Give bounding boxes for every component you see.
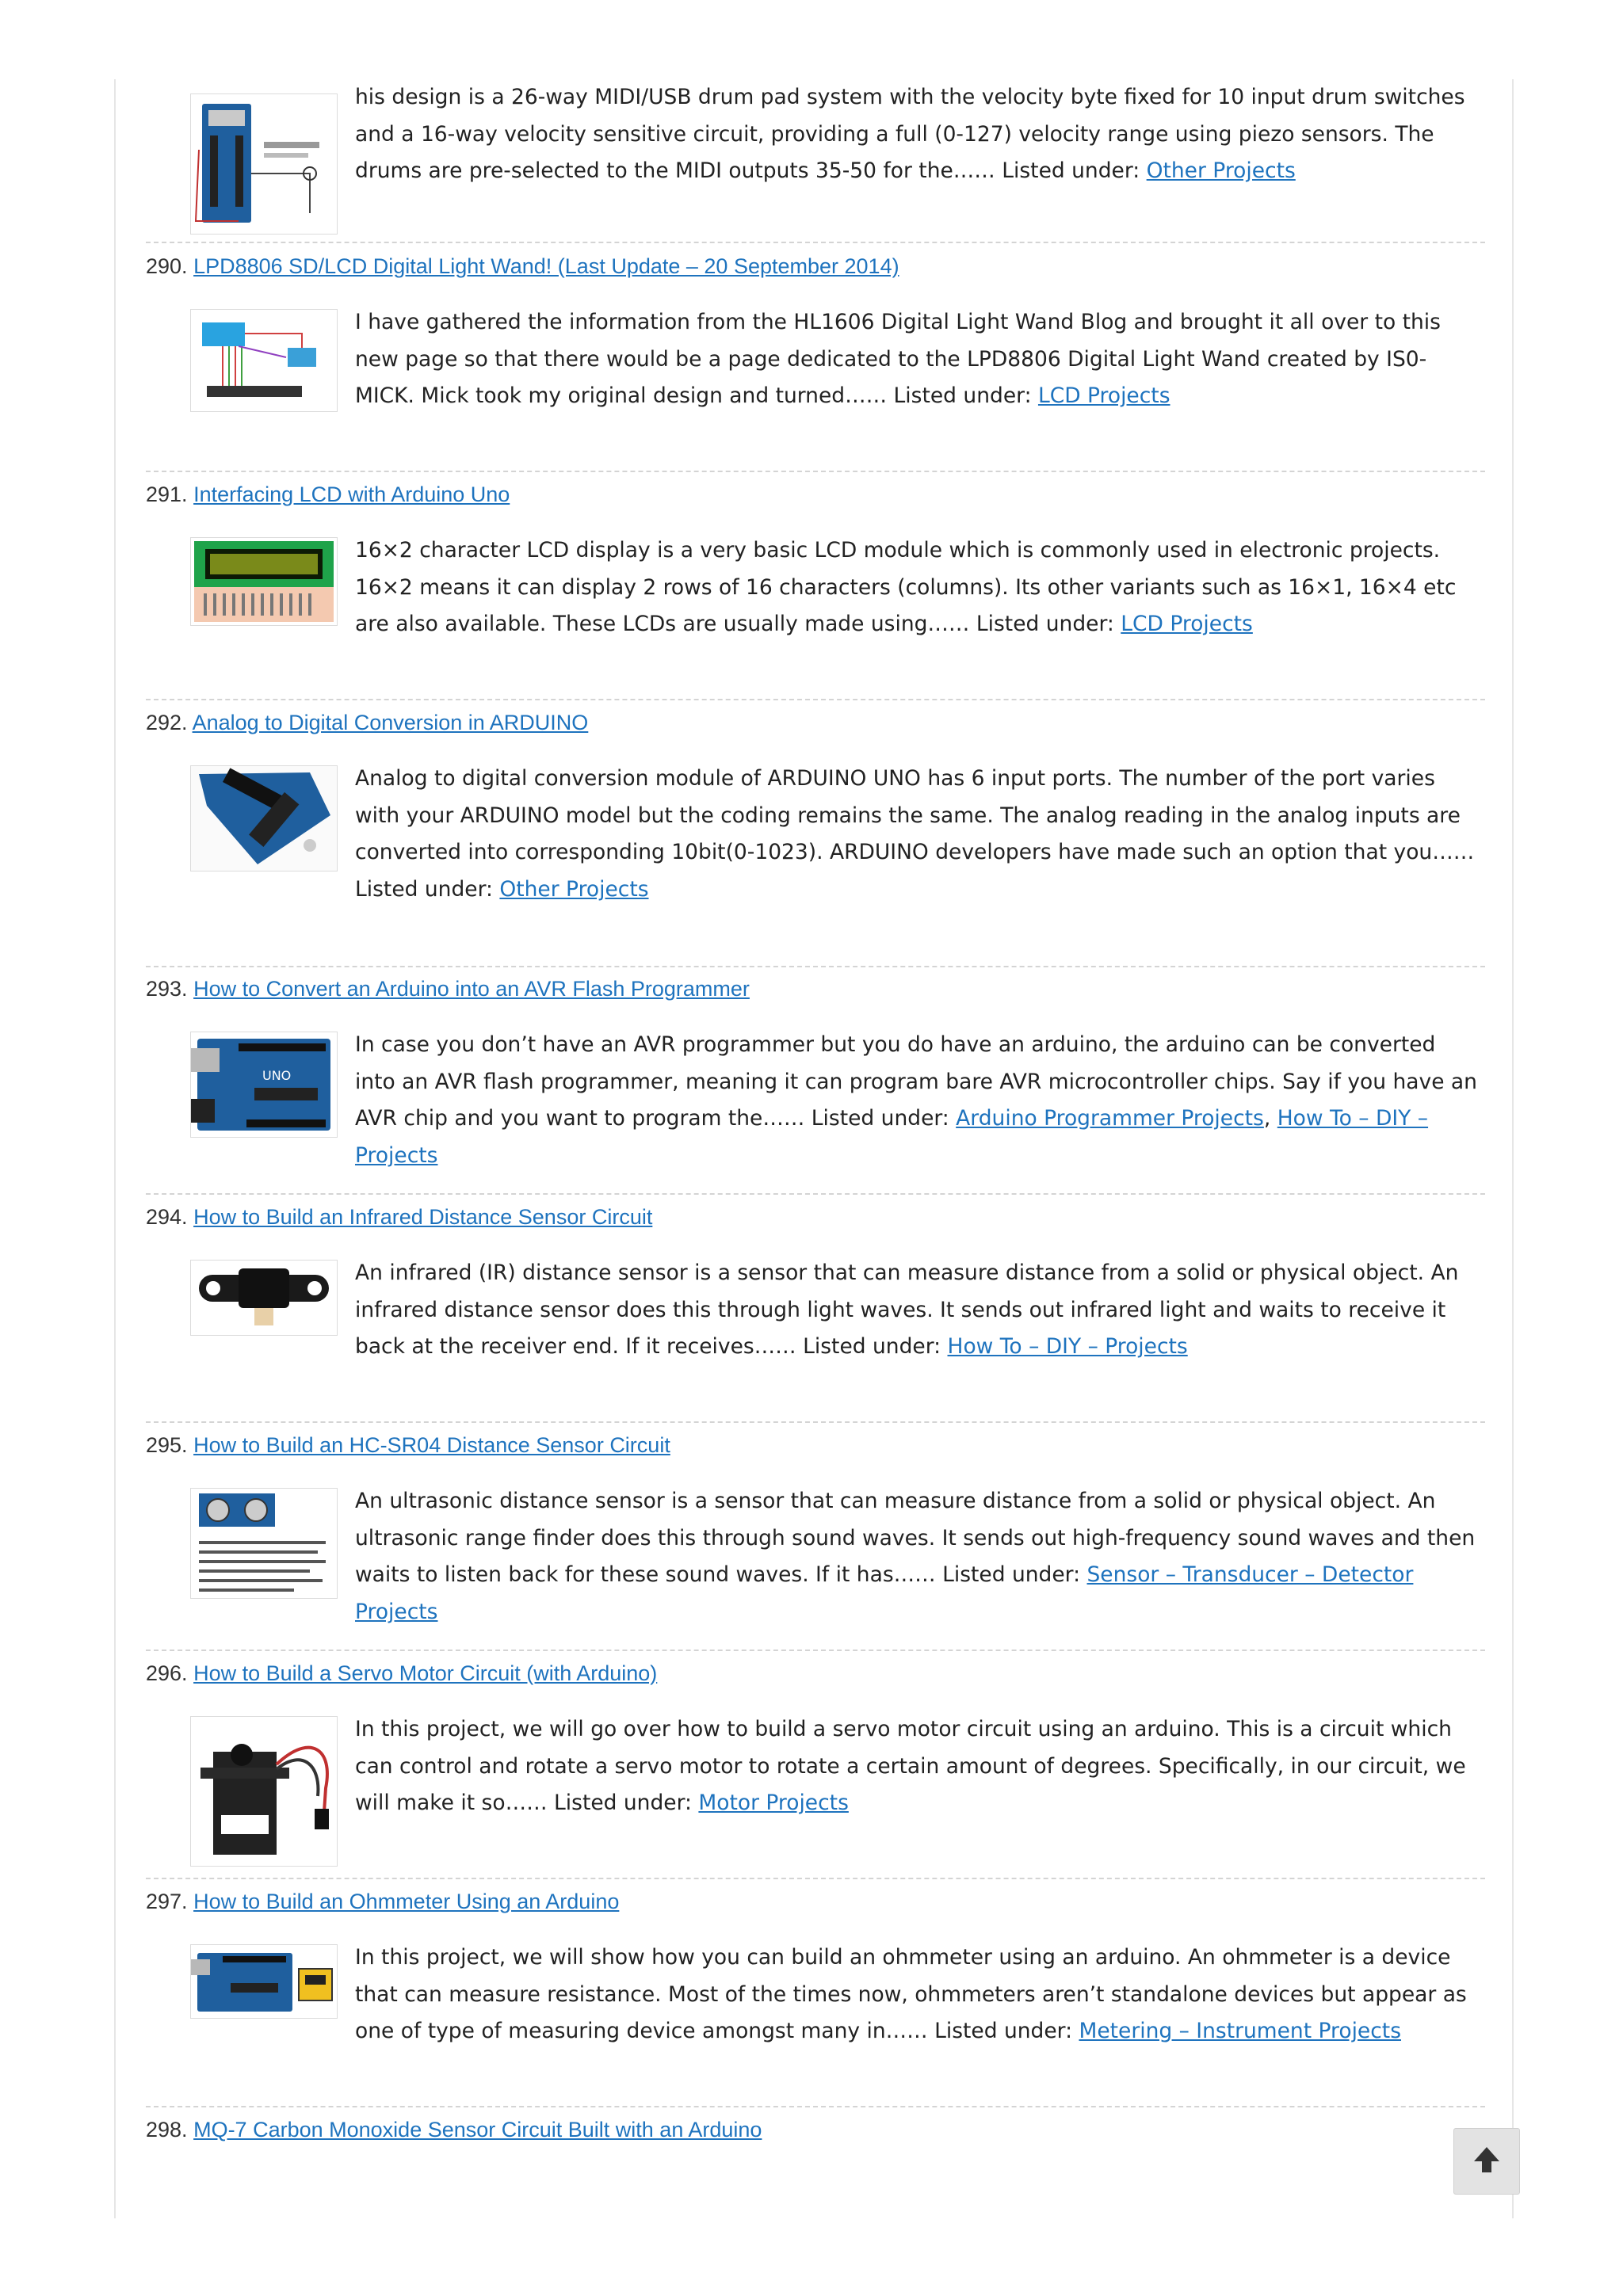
entry-number: 292. [146,711,188,734]
category-link[interactable]: LCD Projects [1121,612,1253,636]
arrow-up-icon [1471,2144,1503,2179]
thumbnail-arduino-mega-drum-circuit[interactable] [190,93,338,235]
entry-number: 295. [146,1433,188,1457]
entry-separator [146,966,1485,967]
entry-number: 297. [146,1890,188,1913]
entry-number: 291. [146,482,188,506]
entry-number: 294. [146,1205,188,1229]
description-text: An ultrasonic distance sensor is a sensor that can measure distance from a solid or physical object. An ultrasonic range finder does this through sound waves. It sends out high-frequency sound waves and then waits to listen back for these sound waves. If it has…… [355,1489,1476,1587]
category-link[interactable]: Sensor – Transducer – Detector Projects [355,1562,1414,1624]
listed-under-label: Listed under: [355,876,493,902]
entry-title-link[interactable]: How to Build a Servo Motor Circuit (with Arduino) [193,1661,658,1685]
entry-heading [146,1428,670,1463]
entry-separator [146,699,1485,700]
entry-separator [146,1421,1485,1423]
listed-under-label: Listed under: [811,1106,949,1131]
entry-description [355,79,1480,190]
svg-text:UNO: UNO [262,1068,292,1083]
thumbnail-light-wand-wiring-diagram[interactable] [190,309,338,412]
entry-heading [146,705,588,740]
entry-title-link[interactable]: How to Convert an Arduino into an AVR Flash Programmer [193,977,750,1001]
description-text: In this project, we will go over how to build a servo motor circuit using an arduino. This is a circuit which can control and rotate a servo motor to rotate a certain amount of degrees. Specifically, in our circuit, we will make it so…… [355,1717,1466,1815]
entry-heading [146,1199,652,1234]
description-text: Analog to digital conversion module of ARDUINO UNO has 6 input ports. The number of the port varies with your ARDUINO model but the coding remains the same. The analog reading in the analog inputs are converted into corresponding 10bit(0-1023). ARDUINO developers have made such an option that you…… [355,766,1475,864]
thumbnail-lcd-16x2-module[interactable] [190,537,338,626]
entry-heading [146,2112,762,2147]
thumbnail-hc-sr04-sensor[interactable] [190,1488,338,1599]
description-text: An infrared (IR) distance sensor is a sensor that can measure distance from a solid or physical object. An infrared distance sensor does this through light waves. It sends out infrared light and waits to receive it back at the receiver end. If it receives…… [355,1261,1459,1359]
entry-title-link[interactable]: Interfacing LCD with Arduino Uno [193,482,510,506]
entry-description [355,1939,1480,2050]
listed-under-label: Listed under: [976,612,1114,636]
description-text: I have gathered the information from the HL1606 Digital Light Wand Blog and brought it all over to this new page so that there would be a page dedicated to the LPD8806 Digital Light Wand created by IS0-MICK. Mick took my original design and turned…… [355,310,1441,408]
entry-title-link[interactable]: Analog to Digital Conversion in ARDUINO [192,711,589,734]
listed-under-label: Listed under: [942,1562,1081,1587]
entry-description: In case you don’t have an AVR programmer but you do have an arduino, the arduino can be converted into an AVR flash programmer, meaning it can program bare AVR microcontroller chips. Say if you have an AVR chip and you want to program the…… Listed under: Arduino Programmer Projects, How To – DIY – Projects [355,1032,1477,1168]
entry-description [355,1255,1480,1366]
description-text: In this project, we will show how you can build an ohmmeter using an arduino. An ohmmeter is a device that can measure resistance. Most of the times now, ohmmeters aren’t standalone devices but appear as one of type of measuring device amongst many in…… [355,1945,1467,2043]
thumbnail-arduino-uno-angled[interactable] [190,765,338,871]
entry-heading [146,477,510,512]
category-link[interactable]: Other Projects [499,876,649,902]
listed-under-label: Listed under: [934,2019,1073,2043]
entry-number: 296. [146,1661,188,1685]
listed-under-label: Listed under: [1002,158,1140,183]
scroll-to-top-button[interactable] [1453,2128,1520,2195]
entry-heading [146,249,899,284]
entry-description [355,304,1480,415]
entry-description [355,1711,1480,1822]
category-link[interactable]: Arduino Programmer Projects [956,1106,1264,1131]
category-link[interactable]: LCD Projects [1037,383,1170,408]
entry-title-link[interactable]: LPD8806 SD/LCD Digital Light Wand! (Last Update – 20 September 2014) [193,254,899,278]
entry-title-link[interactable]: MQ-7 Carbon Monoxide Sensor Circuit Built with an Arduino [193,2118,762,2142]
category-link[interactable]: How To – DIY – Projects [355,1106,1429,1168]
entry-separator [146,1193,1485,1195]
entry-heading [146,971,750,1006]
entry-separator [146,1878,1485,1879]
entry-description [355,1483,1480,1630]
thumbnail-arduino-with-resistor-box[interactable] [190,1944,338,2019]
listed-under-label: Listed under: [803,1334,941,1359]
description-text: 16×2 character LCD display is a very basic LCD module which is commonly used in electronic projects. 16×2 means it can display 2 rows of 16 characters (columns). Its other variants such as 16×1, 16×4 etc are also available. These LCDs are usually made using…… [355,538,1457,636]
entry-separator [146,2106,1485,2107]
entry-title-link[interactable]: How to Build an HC-SR04 Distance Sensor Circuit [193,1433,670,1457]
entry-title-link[interactable]: How to Build an Infrared Distance Sensor Circuit [193,1205,653,1229]
entry-title-link[interactable]: How to Build an Ohmmeter Using an Arduino [193,1890,620,1913]
listed-under-label: Listed under: [893,383,1032,408]
description-text: In case you don’t have an AVR programmer but you do have an arduino, the arduino can be converted into an AVR flash programmer, meaning it can program bare AVR microcontroller chips. Say if you have an AVR chip and you want to program the…… [355,1032,1477,1131]
entry-description [355,532,1480,643]
category-link[interactable]: Metering – Instrument Projects [1079,2019,1402,2043]
entry-separator [146,471,1485,472]
thumbnail-ir-distance-sensor[interactable] [190,1260,338,1336]
entry-heading [146,1656,657,1691]
entry-heading [146,1884,619,1919]
thumbnail-arduino-uno-board[interactable] [190,1032,338,1138]
entry-separator [146,1650,1485,1651]
category-link[interactable]: Other Projects [1146,158,1296,183]
category-link[interactable]: How To – DIY – Projects [947,1334,1188,1359]
category-link[interactable]: Motor Projects [698,1791,849,1815]
entry-number: 293. [146,977,188,1001]
thumbnail-servo-motor[interactable] [190,1716,338,1867]
entry-separator [146,242,1485,243]
listed-under-label: Listed under: [554,1791,692,1815]
description-text: his design is a 26-way MIDI/USB drum pad system with the velocity byte fixed for 10 input drum switches and a 16-way velocity sensitive circuit, providing a full (0-127) velocity range using piezo sensors. The drums are pre-selected to the MIDI outputs 35-50 for the…… [355,85,1465,183]
entry-number: 290. [146,254,188,278]
entry-number: 298. [146,2118,188,2142]
entry-description [355,761,1480,908]
